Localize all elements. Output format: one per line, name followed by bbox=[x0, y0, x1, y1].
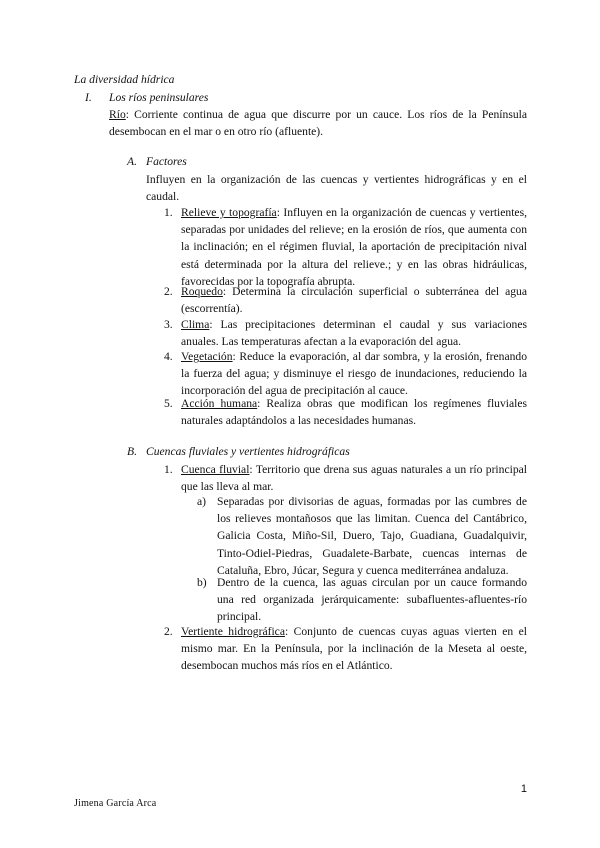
basin-term: Vertiente hidrográfica bbox=[181, 625, 285, 638]
rio-term: Río bbox=[109, 108, 126, 121]
vertiente-hidrografica bbox=[181, 623, 527, 675]
subitem-letter: a) bbox=[197, 495, 207, 508]
factor-number: 1. bbox=[164, 206, 173, 219]
basin-number: 1. bbox=[164, 463, 173, 476]
factor-number: 5. bbox=[164, 397, 173, 410]
factor-term: Acción humana bbox=[181, 397, 258, 410]
factor-text: : Las precipitaciones determinan el caudal y sus variaciones anuales. Las temperaturas afectan a la evaporación del agua. bbox=[181, 318, 527, 349]
factor-term: Vegetación bbox=[181, 350, 233, 363]
document-title: La diversidad hídrica bbox=[74, 73, 175, 86]
section-b-number: B. bbox=[127, 445, 137, 458]
basin-number: 2. bbox=[164, 625, 173, 638]
section-i-number: I. bbox=[85, 91, 92, 104]
section-b-title: Cuencas fluviales y vertientes hidrográficas bbox=[146, 445, 350, 458]
factor-term: Roquedo bbox=[181, 285, 223, 298]
factor-relieve bbox=[181, 204, 527, 290]
factor-text: : Determina la circulación superficial o subterránea del agua (escorrentía). bbox=[181, 285, 527, 316]
factor-accion-humana bbox=[181, 395, 527, 429]
factor-number: 3. bbox=[164, 318, 173, 331]
basin-text: : Territorio que drena sus aguas naturales a un río principal que las lleva al mar. bbox=[181, 463, 527, 494]
basin-term: Cuenca fluvial bbox=[181, 463, 250, 476]
factor-text: : Reduce la evaporación, al dar sombra, y la erosión, frenando la fuerza del agua; y disminuye el riesgo de inundaciones, reduciendo la incorporación del agua de precipitación al cauce. bbox=[181, 350, 527, 398]
subitem-divisorias: Separadas por divisorias de aguas, formadas por las cumbres de los relieves montañosos que las limitan. Cuenca del Cantábrico, Galicia Costa, Miño-Sil, Duero, Tajo, Guadiana, Guadalquivir, Tinto-Odiel-Piedras, Guadalete-Barbate, cuencas internas de Cataluña, Ebro, Júcar, Segura y cuenca mediterránea andaluza. bbox=[217, 495, 527, 577]
section-a-title: Factores bbox=[146, 155, 187, 168]
footer-author: Jimena García Arca bbox=[74, 798, 157, 809]
factor-number: 2. bbox=[164, 285, 173, 298]
factor-vegetacion bbox=[181, 348, 527, 400]
factor-number: 4. bbox=[164, 350, 173, 363]
section-a-intro: Influyen en la organización de las cuencas y vertientes hidrográficas y en el caudal. bbox=[146, 173, 527, 204]
cuenca-fluvial bbox=[181, 461, 527, 495]
section-a-number: A. bbox=[127, 155, 137, 168]
factor-text: : Realiza obras que modifican los regímenes fluviales naturales adaptándolos a las necesidades humanas. bbox=[181, 397, 528, 428]
factor-term: Clima bbox=[181, 318, 210, 331]
basin-text: : Conjunto de cuencas cuyas aguas vierten en el mismo mar. En la Península, por la inclinación de la Meseta al oeste, desembocan muchos más ríos en el Atlántico. bbox=[181, 625, 527, 673]
factor-term: Relieve y topografía bbox=[181, 206, 277, 219]
page-number: 1 bbox=[520, 783, 527, 795]
subitem-red-jerarquica: Dentro de la cuenca, las aguas circulan por un cauce formando una red organizada jerárquicamente: subafluentes-afluentes-río principal. bbox=[217, 576, 527, 624]
rio-definition bbox=[109, 106, 527, 140]
section-i-title: Los ríos peninsulares bbox=[109, 91, 209, 104]
factor-clima bbox=[181, 316, 527, 350]
factor-text: : Influyen en la organización de cuencas y vertientes, separadas por unidades del relieve; en la erosión de ríos, que aumenta con la inclinación; en el régimen fluvial, la aportación de precipitación nival está determinada por la altura del relieve.; y en las obras hidráulicas, favorecidas por la topografía abrupta. bbox=[181, 206, 527, 288]
subitem-letter: b) bbox=[197, 576, 207, 589]
factor-roquedo bbox=[181, 283, 527, 317]
rio-text: : Corriente continua de agua que discurre por un cauce. Los ríos de la Península desembocan en el mar o en otro río (afluente). bbox=[109, 108, 527, 139]
